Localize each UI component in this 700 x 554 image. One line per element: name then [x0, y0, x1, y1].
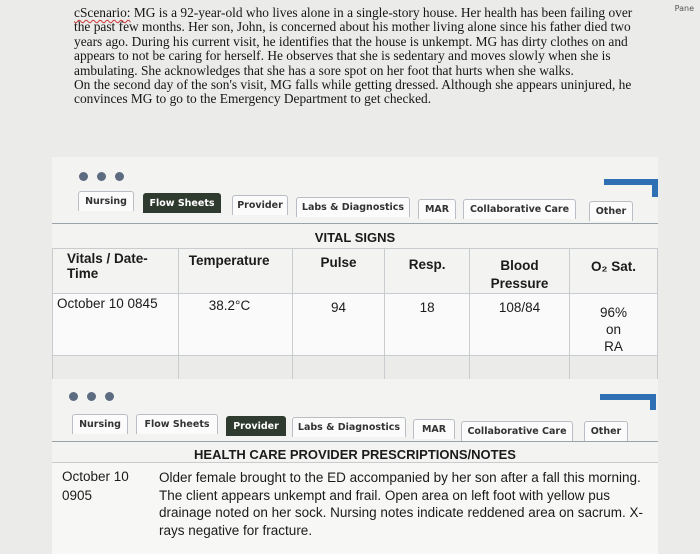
flag-marker-edge	[650, 394, 656, 410]
prescriptions-title: HEALTH CARE PROVIDER PRESCRIPTIONS/NOTES	[194, 447, 516, 462]
flag-marker-edge	[652, 179, 658, 197]
tab-labs-diagnostics[interactable]: Labs & Diagnostics	[292, 417, 406, 437]
cell-resp: 18	[385, 294, 470, 356]
vital-signs-title: VITAL SIGNS	[314, 230, 396, 245]
col-header-pulse: Pulse	[292, 249, 384, 294]
cell-blood-pressure: 108/84	[470, 294, 570, 356]
window-dots-icon	[69, 392, 114, 401]
col-header-temperature: Temperature	[178, 249, 292, 294]
vital-signs-table	[52, 248, 658, 384]
tab-other[interactable]: Other	[584, 421, 628, 441]
provider-panel	[52, 379, 658, 553]
col-header-blood-pressure: Blood Pressure	[470, 249, 570, 294]
flag-marker	[600, 394, 656, 400]
scenario-paragraph-1	[74, 6, 644, 78]
tab-flow-sheets[interactable]: Flow Sheets	[136, 414, 218, 434]
tab-strip-divider	[52, 441, 658, 442]
scenario-body: MG is a 92-year-old who lives alone in a single-story house. Her health has been failing over the past few months. Her son, John, is concerned about his mother living alone since his father died two years ago. During his current visit, he identifies that the house is unkempt. MG has dirty clothes on and appears to not be caring for herself. He observes that she is sedentary and moves slowly when she is ambulating. She acknowledges that she has a sore spot on her foot that hurts when she walks.	[74, 5, 633, 78]
window-dots-icon	[79, 172, 124, 181]
tab-other[interactable]: Other	[589, 201, 633, 221]
tab-provider[interactable]: Provider	[226, 416, 286, 436]
cell-date-time: October 10 0845	[53, 294, 179, 356]
tab-mar[interactable]: MAR	[413, 419, 455, 439]
col-header-o2-sat: O₂ Sat.	[569, 249, 657, 294]
tab-provider[interactable]: Provider	[232, 195, 288, 215]
tab-nursing[interactable]: Nursing	[72, 414, 128, 434]
cell-pulse: 94	[292, 294, 384, 356]
note-date-time: October 10 0905	[62, 469, 129, 503]
cell-temperature: 38.2°C	[178, 294, 292, 356]
scenario-lead: cScenario:	[74, 5, 131, 20]
tab-strip-divider	[52, 223, 658, 224]
scenario-text	[74, 6, 644, 107]
table-row	[53, 294, 658, 356]
flow-sheets-panel	[52, 157, 658, 353]
flag-marker	[604, 179, 658, 185]
pane-label: Pane	[674, 4, 694, 13]
tab-nursing[interactable]: Nursing	[78, 191, 134, 211]
tab-collaborative-care[interactable]: Collaborative Care	[461, 421, 573, 441]
tab-flow-sheets[interactable]: Flow Sheets	[143, 193, 221, 213]
tab-mar[interactable]: MAR	[418, 199, 456, 219]
note-text: Older female brought to the ED accompanied by her son after a fall this morning. The client appears unkempt and frail. Open area on left foot with yellow pus drainage noted on her sock. Nursing notes indicate reddened area on sacrum. X-rays negative for fracture.	[159, 470, 644, 538]
tab-collaborative-care[interactable]: Collaborative Care	[463, 199, 576, 219]
col-header-date-time: Vitals / Date-Time	[53, 249, 179, 294]
col-header-resp: Resp.	[385, 249, 470, 294]
vital-signs-header-row	[53, 249, 658, 294]
tab-labs-diagnostics[interactable]: Labs & Diagnostics	[296, 197, 410, 217]
cell-o2-sat: 96% on RA	[569, 294, 657, 356]
scenario-paragraph-2: On the second day of the son's visit, MG falls while getting dressed. Although she appears uninjured, he convinces MG to go to the Emergency Department to get checked.	[74, 77, 632, 107]
prescription-note-row	[52, 462, 658, 554]
